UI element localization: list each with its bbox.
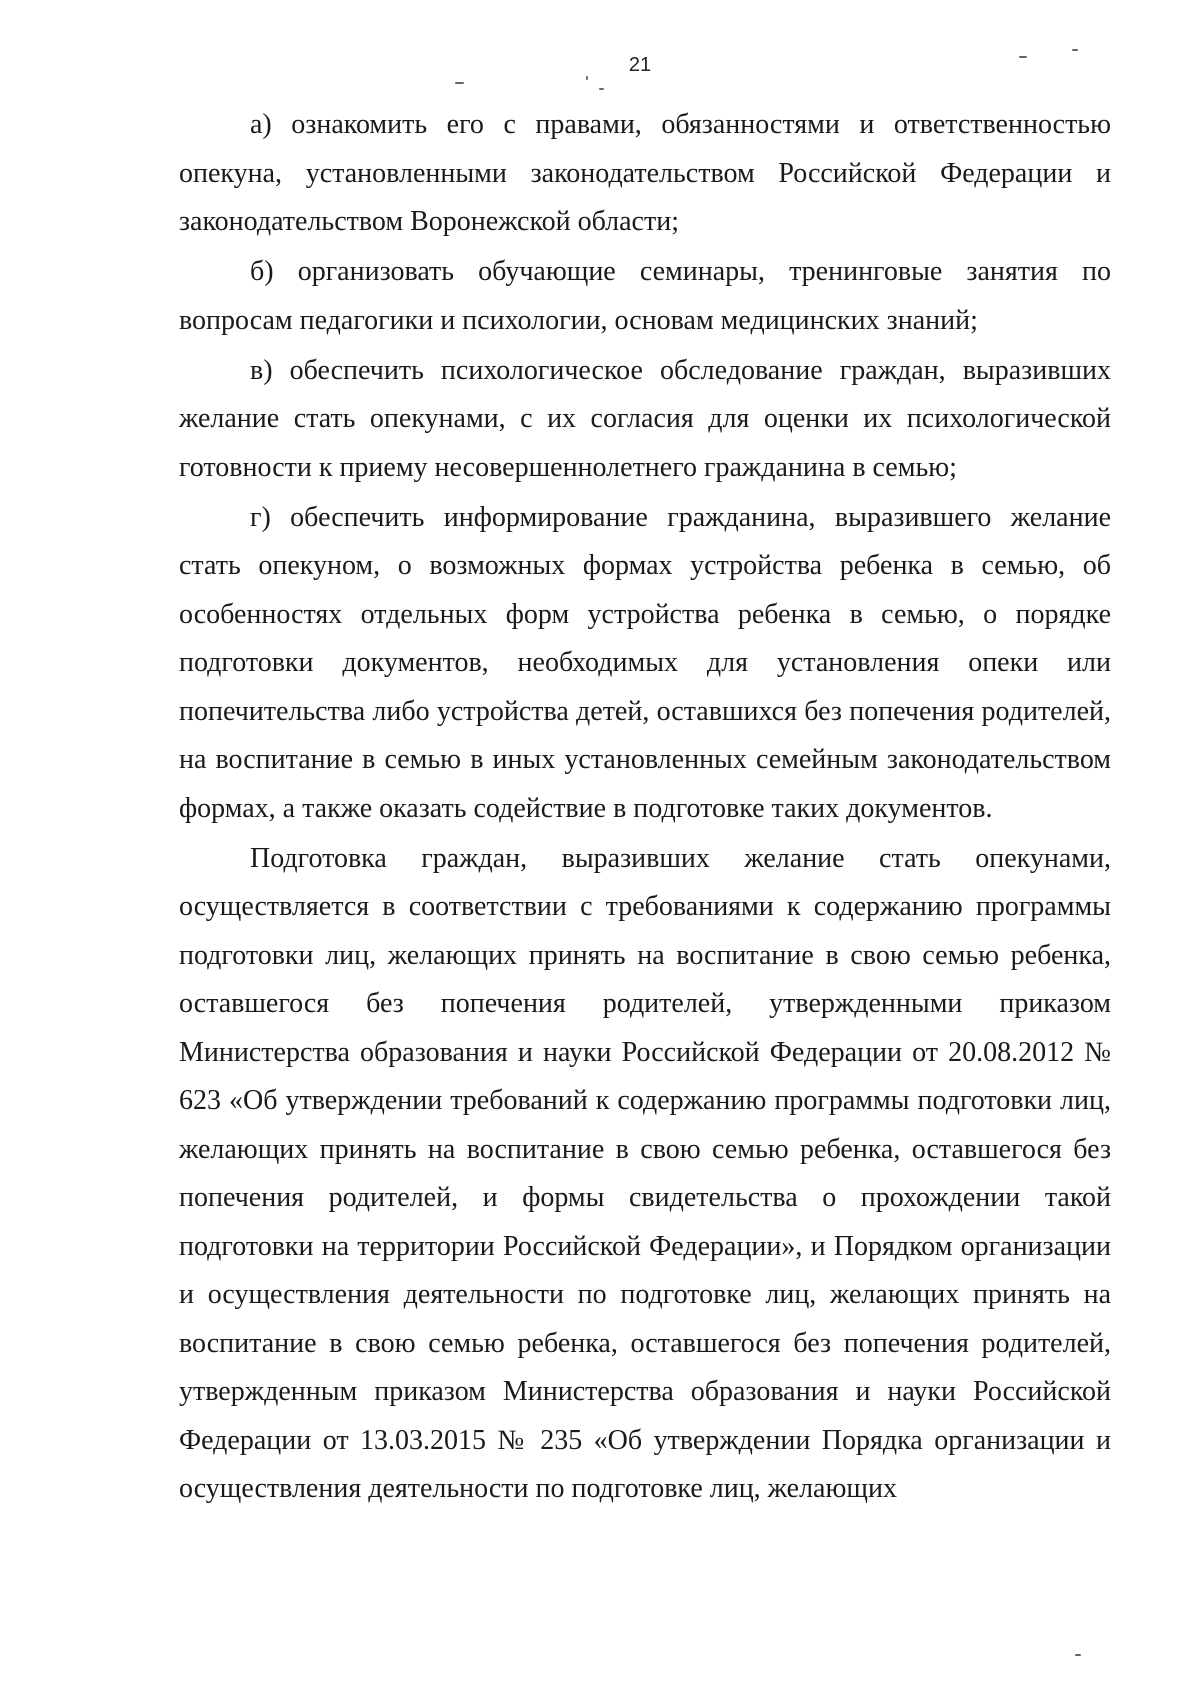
paragraph-b: б) организовать обучающие семинары, тренинговые занятия по вопросам педагогики и психологии, основам медицинских знаний; — [179, 256, 1111, 336]
page-number: 21 — [628, 54, 652, 76]
paragraph-g: г) обеспечить информирование гражданина, выразившего желание стать опекуном, о возможных формах устройства ребенка в семью, об особенностях отдельных форм устройства ребенка в семью, о порядке подготовки документов, необходимых для установления опеки или попечительства либо устройства детей, оставшихся без попечения родителей, на воспитание в семью в иных установленных семейным законодательством формах, а также оказать содействие в подготовке таких документов. — [179, 501, 1111, 824]
document-body — [179, 101, 1111, 1515]
paragraph-preparation: Подготовка граждан, выразивших желание стать опекунами, осуществляется в соответствии с требованиями к содержанию программы подготовки лиц, желающих принять на воспитание в свою семью ребенка, оставшегося без попечения родителей, утвержденными приказом Министерства образования и науки Российской Федерации от 20.08.2012 № 623 «Об утверждении требований к содержанию программы подготовки лиц, желающих принять на воспитание в свою семью ребенка, оставшегося без попечения родителей, и формы свидетельства о прохождении такой подготовки на территории Российской Федерации», и Порядком организации и осуществления деятельности по подготовке лиц, желающих принять на воспитание в свою семью ребенка, оставшегося без попечения родителей, утвержденным приказом Министерства образования и науки Российской Федерации от 13.03.2015 № 235 «Об утверждении Порядка организации и осуществления деятельности по подготовке лиц, желающих — [179, 842, 1111, 1504]
paragraph-a: а) ознакомить его с правами, обязанностями и ответственностью опекуна, установленными законодательством Российской Федерации и законодательством Воронежской области; — [179, 109, 1111, 237]
scan-artifact — [1075, 1654, 1081, 1656]
scan-artifact — [1072, 49, 1078, 51]
scan-artifact — [599, 88, 604, 90]
scan-artifact — [455, 82, 464, 84]
paragraph-v: в) обеспечить психологическое обследование граждан, выразивших желание стать опекунами, с их согласия для оценки их психологической готовности к приему несовершеннолетнего гражданина в семью; — [179, 354, 1111, 483]
